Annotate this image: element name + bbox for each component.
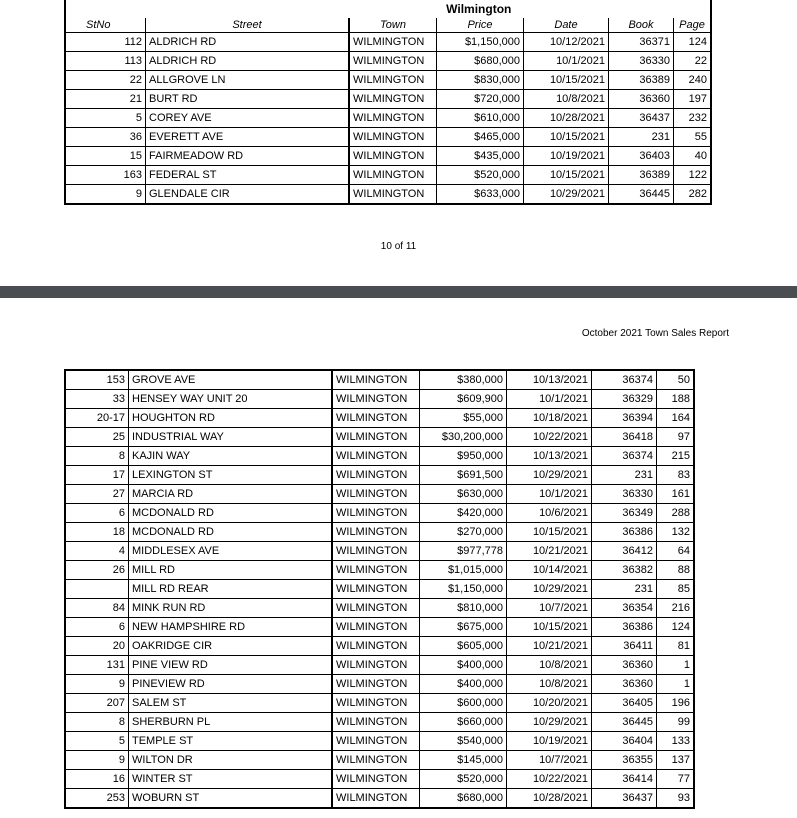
book-cell: 36445 [609,185,674,205]
price-cell: $1,150,000 [420,580,507,599]
price-cell: $380,000 [420,370,507,390]
date-cell: 10/20/2021 [507,694,592,713]
table-row [65,466,694,485]
town-cell: WILMINGTON [332,732,420,751]
date-cell: 10/21/2021 [507,637,592,656]
price-cell: $610,000 [437,109,524,128]
col-header-price: Price [437,18,524,33]
street-cell: MILL RD [129,561,333,580]
page-cell: 83 [657,466,695,485]
street-cell: BURT RD [146,90,350,109]
price-cell: $55,000 [420,409,507,428]
price-cell: $520,000 [437,166,524,185]
town-cell: WILMINGTON [332,656,420,675]
page-cell: 50 [657,370,695,390]
book-cell: 36355 [592,751,657,770]
street-cell: MILL RD REAR [129,580,333,599]
town-cell: WILMINGTON [332,713,420,732]
town-cell: WILMINGTON [349,52,437,71]
price-cell: $830,000 [437,71,524,90]
street-cell: ALDRICH RD [146,52,350,71]
date-cell: 10/29/2021 [507,466,592,485]
date-cell: 10/8/2021 [524,90,609,109]
stno-cell: 5 [65,109,146,128]
book-cell: 36418 [592,428,657,447]
page-cell: 137 [657,751,695,770]
page-cell: 124 [674,33,712,52]
book-cell: 36403 [609,147,674,166]
price-cell: $1,150,000 [437,33,524,52]
street-cell: HENSEY WAY UNIT 20 [129,390,333,409]
town-cell: WILMINGTON [332,770,420,789]
page-cell: 81 [657,637,695,656]
street-cell: ALLGROVE LN [146,71,350,90]
street-cell: WILTON DR [129,751,333,770]
stno-cell: 33 [65,390,129,409]
street-cell: COREY AVE [146,109,350,128]
town-cell: WILMINGTON [332,542,420,561]
date-cell: 10/21/2021 [507,542,592,561]
book-cell: 36404 [592,732,657,751]
date-cell: 10/15/2021 [507,523,592,542]
table-row [65,656,694,675]
town-cell: WILMINGTON [332,675,420,694]
price-cell: $400,000 [420,675,507,694]
stno-cell: 131 [65,656,129,675]
town-cell: WILMINGTON [349,147,437,166]
table-row [65,751,694,770]
stno-cell: 163 [65,166,146,185]
table-row [65,147,711,166]
stno-cell: 25 [65,428,129,447]
stno-cell: 4 [65,542,129,561]
table-row [65,447,694,466]
table-row [65,618,694,637]
stno-cell: 22 [65,71,146,90]
page-cell: 132 [657,523,695,542]
town-cell: WILMINGTON [332,618,420,637]
town-cell: WILMINGTON [332,428,420,447]
town-cell: WILMINGTON [332,580,420,599]
date-cell: 10/1/2021 [524,52,609,71]
page-cell: 122 [674,166,712,185]
col-header-page: Page [674,18,712,33]
stno-cell: 207 [65,694,129,713]
book-cell: 36445 [592,713,657,732]
stno-cell: 113 [65,52,146,71]
table-row [65,390,694,409]
date-cell: 10/22/2021 [507,770,592,789]
table-row [65,637,694,656]
stno-cell: 9 [65,675,129,694]
date-cell: 10/8/2021 [507,656,592,675]
stno-cell: 6 [65,504,129,523]
table-row [65,90,711,109]
book-cell: 36394 [592,409,657,428]
book-cell: 36349 [592,504,657,523]
book-cell: 36374 [592,447,657,466]
stno-cell: 36 [65,128,146,147]
date-cell: 10/29/2021 [507,713,592,732]
price-cell: $810,000 [420,599,507,618]
street-cell: GLENDALE CIR [146,185,350,205]
stno-cell: 8 [65,713,129,732]
table-row [65,370,694,390]
street-cell: NEW HAMPSHIRE RD [129,618,333,637]
town-cell: WILMINGTON [332,370,420,390]
col-header-town: Town [349,18,437,33]
page-cell: 232 [674,109,712,128]
page-cell: 282 [674,185,712,205]
date-cell: 10/7/2021 [507,751,592,770]
book-cell: 36414 [592,770,657,789]
town-cell: WILMINGTON [349,90,437,109]
date-cell: 10/6/2021 [507,504,592,523]
street-cell: SALEM ST [129,694,333,713]
street-cell: PINE VIEW RD [129,656,333,675]
date-cell: 10/19/2021 [507,732,592,751]
table-row [65,185,711,205]
col-header-book: Book [609,18,674,33]
town-cell: WILMINGTON [332,485,420,504]
pdf-page-10 [0,0,797,286]
book-cell: 36329 [592,390,657,409]
date-cell: 10/29/2021 [524,185,609,205]
price-cell: $1,015,000 [420,561,507,580]
book-cell: 36437 [609,109,674,128]
page-cell: 40 [674,147,712,166]
stno-cell: 16 [65,770,129,789]
street-cell: OAKRIDGE CIR [129,637,333,656]
date-cell: 10/15/2021 [524,71,609,90]
price-cell: $600,000 [420,694,507,713]
town-cell: WILMINGTON [332,523,420,542]
book-cell: 36330 [609,52,674,71]
price-cell: $660,000 [420,713,507,732]
table-row [65,789,694,809]
book-cell: 36382 [592,561,657,580]
page-cell: 288 [657,504,695,523]
price-cell: $633,000 [437,185,524,205]
page-cell: 124 [657,618,695,637]
town-cell: WILMINGTON [349,71,437,90]
price-cell: $680,000 [420,789,507,809]
col-header-stno: StNo [65,18,146,33]
book-cell: 36360 [592,656,657,675]
stno-cell: 6 [65,618,129,637]
town-cell: WILMINGTON [349,166,437,185]
page-cell: 97 [657,428,695,447]
town-cell: WILMINGTON [332,637,420,656]
stno-cell: 20 [65,637,129,656]
price-cell: $605,000 [420,637,507,656]
book-cell: 36386 [592,618,657,637]
table-row [65,732,694,751]
town-cell: WILMINGTON [332,561,420,580]
book-cell: 231 [592,580,657,599]
page-cell: 64 [657,542,695,561]
page-cell: 161 [657,485,695,504]
stno-cell: 21 [65,90,146,109]
price-cell: $145,000 [420,751,507,770]
book-cell: 36389 [609,166,674,185]
table-row [65,542,694,561]
table-row [65,33,711,52]
stno-cell: 18 [65,523,129,542]
table-row [65,428,694,447]
table-row [65,523,694,542]
book-cell: 36411 [592,637,657,656]
col-header-street: Street [146,18,350,33]
stno-cell: 20-17 [65,409,129,428]
stno-cell [65,580,129,599]
book-cell: 36371 [609,33,674,52]
price-cell: $465,000 [437,128,524,147]
page-cell: 188 [657,390,695,409]
date-cell: 10/13/2021 [507,447,592,466]
town-cell: WILMINGTON [349,128,437,147]
page-cell: 1 [657,656,695,675]
page-cell: 197 [674,90,712,109]
price-cell: $609,900 [420,390,507,409]
stno-cell: 84 [65,599,129,618]
town-cell: WILMINGTON [332,599,420,618]
date-cell: 10/1/2021 [507,390,592,409]
book-cell: 36389 [609,71,674,90]
book-cell: 231 [609,128,674,147]
page-cell: 215 [657,447,695,466]
price-cell: $420,000 [420,504,507,523]
town-cell: WILMINGTON [332,447,420,466]
date-cell: 10/12/2021 [524,33,609,52]
page-cell: 196 [657,694,695,713]
price-cell: $435,000 [437,147,524,166]
sales-table-page-10 [64,0,712,205]
street-cell: HOUGHTON RD [129,409,333,428]
book-cell: 36360 [609,90,674,109]
table-row [65,485,694,504]
table-row [65,675,694,694]
price-cell: $520,000 [420,770,507,789]
street-cell: ALDRICH RD [146,33,350,52]
street-cell: SHERBURN PL [129,713,333,732]
table-row [65,71,711,90]
book-cell: 36360 [592,675,657,694]
page-cell: 22 [674,52,712,71]
price-cell: $720,000 [437,90,524,109]
date-cell: 10/1/2021 [507,485,592,504]
page-cell: 99 [657,713,695,732]
date-cell: 10/14/2021 [507,561,592,580]
table-row [65,409,694,428]
stno-cell: 9 [65,751,129,770]
table-row [65,504,694,523]
table-row [65,109,711,128]
price-cell: $675,000 [420,618,507,637]
street-cell: KAJIN WAY [129,447,333,466]
date-cell: 10/28/2021 [524,109,609,128]
town-cell: WILMINGTON [332,466,420,485]
book-cell: 36354 [592,599,657,618]
date-cell: 10/7/2021 [507,599,592,618]
table-row [65,561,694,580]
table-row [65,770,694,789]
street-cell: PINEVIEW RD [129,675,333,694]
page-separator [0,286,797,298]
price-cell: $680,000 [437,52,524,71]
page-cell: 55 [674,128,712,147]
price-cell: $977,778 [420,542,507,561]
town-cell: WILMINGTON [349,185,437,205]
table-row [65,128,711,147]
date-cell: 10/19/2021 [524,147,609,166]
table-row [65,599,694,618]
town-cell: WILMINGTON [349,33,437,52]
date-cell: 10/29/2021 [507,580,592,599]
page-cell: 1 [657,675,695,694]
street-cell: LEXINGTON ST [129,466,333,485]
book-cell: 36412 [592,542,657,561]
book-cell: 36374 [592,370,657,390]
price-cell: $540,000 [420,732,507,751]
book-cell: 36386 [592,523,657,542]
price-cell: $950,000 [420,447,507,466]
price-cell: $691,500 [420,466,507,485]
table-row [65,713,694,732]
stno-cell: 253 [65,789,129,809]
pdf-page-11 [0,298,797,818]
town-heading: Wilmington [446,2,512,16]
town-cell: WILMINGTON [332,409,420,428]
date-cell: 10/15/2021 [524,166,609,185]
street-cell: TEMPLE ST [129,732,333,751]
street-cell: MCDONALD RD [129,523,333,542]
stno-cell: 5 [65,732,129,751]
street-cell: FEDERAL ST [146,166,350,185]
stno-cell: 112 [65,33,146,52]
table-row [65,166,711,185]
town-cell: WILMINGTON [332,694,420,713]
price-cell: $270,000 [420,523,507,542]
town-cell: WILMINGTON [332,504,420,523]
report-title: October 2021 Town Sales Report [581,328,729,339]
table-row [65,694,694,713]
price-cell: $30,200,000 [420,428,507,447]
book-cell: 36405 [592,694,657,713]
town-cell: WILMINGTON [349,109,437,128]
page-number: 10 of 11 [380,241,417,252]
stno-cell: 26 [65,561,129,580]
date-cell: 10/8/2021 [507,675,592,694]
book-cell: 36330 [592,485,657,504]
page-cell: 216 [657,599,695,618]
date-cell: 10/13/2021 [507,370,592,390]
date-cell: 10/18/2021 [507,409,592,428]
street-cell: GROVE AVE [129,370,333,390]
stno-cell: 9 [65,185,146,205]
price-cell: $400,000 [420,656,507,675]
page-cell: 93 [657,789,695,809]
col-header-date: Date [524,18,609,33]
street-cell: MARCIA RD [129,485,333,504]
street-cell: FAIRMEADOW RD [146,147,350,166]
page-cell: 164 [657,409,695,428]
town-cell: WILMINGTON [332,390,420,409]
stno-cell: 153 [65,370,129,390]
page-cell: 88 [657,561,695,580]
stno-cell: 27 [65,485,129,504]
street-cell: WOBURN ST [129,789,333,809]
date-cell: 10/22/2021 [507,428,592,447]
date-cell: 10/28/2021 [507,789,592,809]
table-row [65,52,711,71]
page-cell: 77 [657,770,695,789]
stno-cell: 17 [65,466,129,485]
street-cell: MIDDLESEX AVE [129,542,333,561]
book-cell: 36437 [592,789,657,809]
street-cell: MCDONALD RD [129,504,333,523]
town-cell: WILMINGTON [332,751,420,770]
page-cell: 240 [674,71,712,90]
table-row [65,580,694,599]
sales-table-page-11 [64,369,695,809]
price-cell: $630,000 [420,485,507,504]
stno-cell: 15 [65,147,146,166]
book-cell: 231 [592,466,657,485]
street-cell: EVERETT AVE [146,128,350,147]
street-cell: WINTER ST [129,770,333,789]
street-cell: INDUSTRIAL WAY [129,428,333,447]
page-cell: 133 [657,732,695,751]
date-cell: 10/15/2021 [507,618,592,637]
town-cell: WILMINGTON [332,789,420,809]
street-cell: MINK RUN RD [129,599,333,618]
date-cell: 10/15/2021 [524,128,609,147]
page-cell: 85 [657,580,695,599]
stno-cell: 8 [65,447,129,466]
